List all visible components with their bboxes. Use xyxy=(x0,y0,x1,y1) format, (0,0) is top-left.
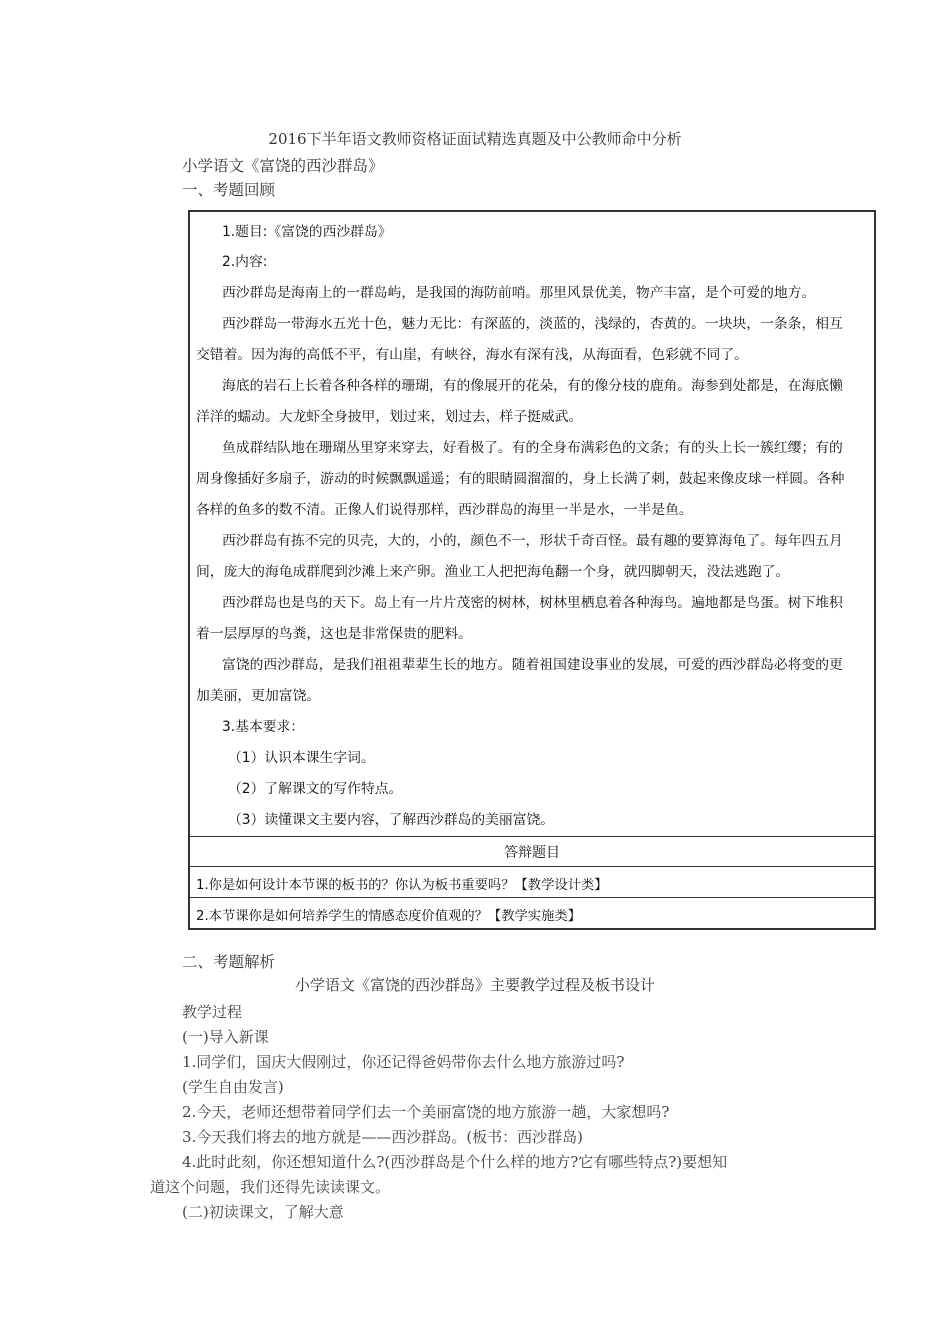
text-paragraph: 交错着。因为海的高低不平，有山崖，有峡谷，海水有深有浅，从海面看，色彩就不同了。 xyxy=(196,347,748,363)
question-item: 1.你是如何设计本节课的板书的？你认为板书重要吗？【教学设计类】 xyxy=(196,878,608,893)
lesson-subtitle: 小学语文《富饶的西沙群岛》 xyxy=(182,157,384,175)
body-line: (一)导入新课 xyxy=(182,1028,269,1046)
text-paragraph: 西沙群岛是海南上的一群岛屿，是我国的海防前哨。那里风景优美，物产丰富，是个可爱的地方。 xyxy=(222,285,816,301)
content-label: 2.内容: xyxy=(222,254,268,270)
requirement-item: （1）认识本课生字词。 xyxy=(228,750,375,766)
box-divider xyxy=(190,897,874,898)
body-line: 教学过程 xyxy=(182,1003,243,1021)
text-paragraph: 西沙群岛也是鸟的天下。岛上有一片片茂密的树林，树林里栖息着各种海鸟。遍地都是鸟蛋。树下堆积 xyxy=(222,595,843,611)
body-line: 1.同学们，国庆大假刚过，你还记得爸妈带你去什么地方旅游过吗? xyxy=(182,1053,625,1071)
body-line: 3.今天我们将去的地方就是——西沙群岛。(板书：西沙群岛) xyxy=(182,1128,584,1146)
question-header: 答辩题目 xyxy=(504,845,560,861)
box-divider xyxy=(190,836,874,837)
requirement-item: （3）读懂课文主要内容，了解西沙群岛的美丽富饶。 xyxy=(228,812,555,828)
body-line: (二)初读课文，了解大意 xyxy=(182,1203,344,1221)
requirement-item: （2）了解课文的写作特点。 xyxy=(228,781,403,797)
topic-line: 1.题目:《富饶的西沙群岛》 xyxy=(222,224,392,240)
text-paragraph: 周身像插好多扇子，游动的时候飘飘遥遥；有的眼睛圆溜溜的，身上长满了刺，鼓起来像皮球一样圆。各种 xyxy=(196,471,845,487)
text-paragraph: 着一层厚厚的鸟粪，这也是非常保贵的肥料。 xyxy=(196,626,472,642)
text-paragraph: 鱼成群结队地在珊瑚丛里穿来穿去，好看极了。有的全身布满彩色的文条；有的头上长一簇红缨；有的 xyxy=(222,440,843,456)
text-paragraph: 间，庞大的海龟成群爬到沙滩上来产卵。渔业工人把把海龟翻一个身，就四脚朝天，没法逃跑了。 xyxy=(196,564,790,580)
text-paragraph: 富饶的西沙群岛，是我们祖祖辈辈生长的地方。随着祖国建设事业的发展，可爱的西沙群岛必将变的更 xyxy=(222,657,843,673)
box-divider xyxy=(190,866,874,867)
section-heading-analysis: 二、考题解析 xyxy=(182,953,276,971)
text-paragraph: 西沙群岛有拣不完的贝壳，大的，小的，颜色不一，形状千奇百怪。最有趣的要算海龟了。每年四五月 xyxy=(222,533,843,549)
question-item: 2.本节课你是如何培养学生的情感态度价值观的？【教学实施类】 xyxy=(196,909,581,924)
text-paragraph: 各样的鱼多的数不清。正像人们说得那样，西沙群岛的海里一半是水，一半是鱼。 xyxy=(196,502,693,518)
document-title: 2016下半年语文教师资格证面试精选真题及中公教师命中分析 xyxy=(268,130,682,148)
exam-question-box xyxy=(188,210,876,930)
requirements-label: 3.基本要求： xyxy=(222,719,305,735)
analysis-title: 小学语文《富饶的西沙群岛》主要教学过程及板书设计 xyxy=(294,976,655,994)
text-paragraph: 海底的岩石上长着各种各样的珊瑚，有的像展开的花朵，有的像分枝的鹿角。海参到处都是，在海底懒 xyxy=(222,378,843,394)
body-line: 道这个问题，我们还得先读读课文。 xyxy=(150,1178,391,1196)
body-line: 2.今天，老师还想带着同学们去一个美丽富饶的地方旅游一趟，大家想吗? xyxy=(182,1103,670,1121)
section-heading-review: 一、考题回顾 xyxy=(182,181,276,199)
text-paragraph: 加美丽，更加富饶。 xyxy=(196,688,321,704)
text-paragraph: 洋洋的蠕动。大龙虾全身披甲，划过来，划过去，样子挺威武。 xyxy=(196,409,583,425)
body-line: 4.此时此刻，你还想知道什么?(西沙群岛是个什么样的地方?它有哪些特点?)要想知 xyxy=(182,1153,728,1171)
text-paragraph: 西沙群岛一带海水五光十色，魅力无比：有深蓝的，淡蓝的，浅绿的，杏黄的。一块块，一条条，相互 xyxy=(222,316,843,332)
body-line: (学生自由发言) xyxy=(182,1078,284,1096)
